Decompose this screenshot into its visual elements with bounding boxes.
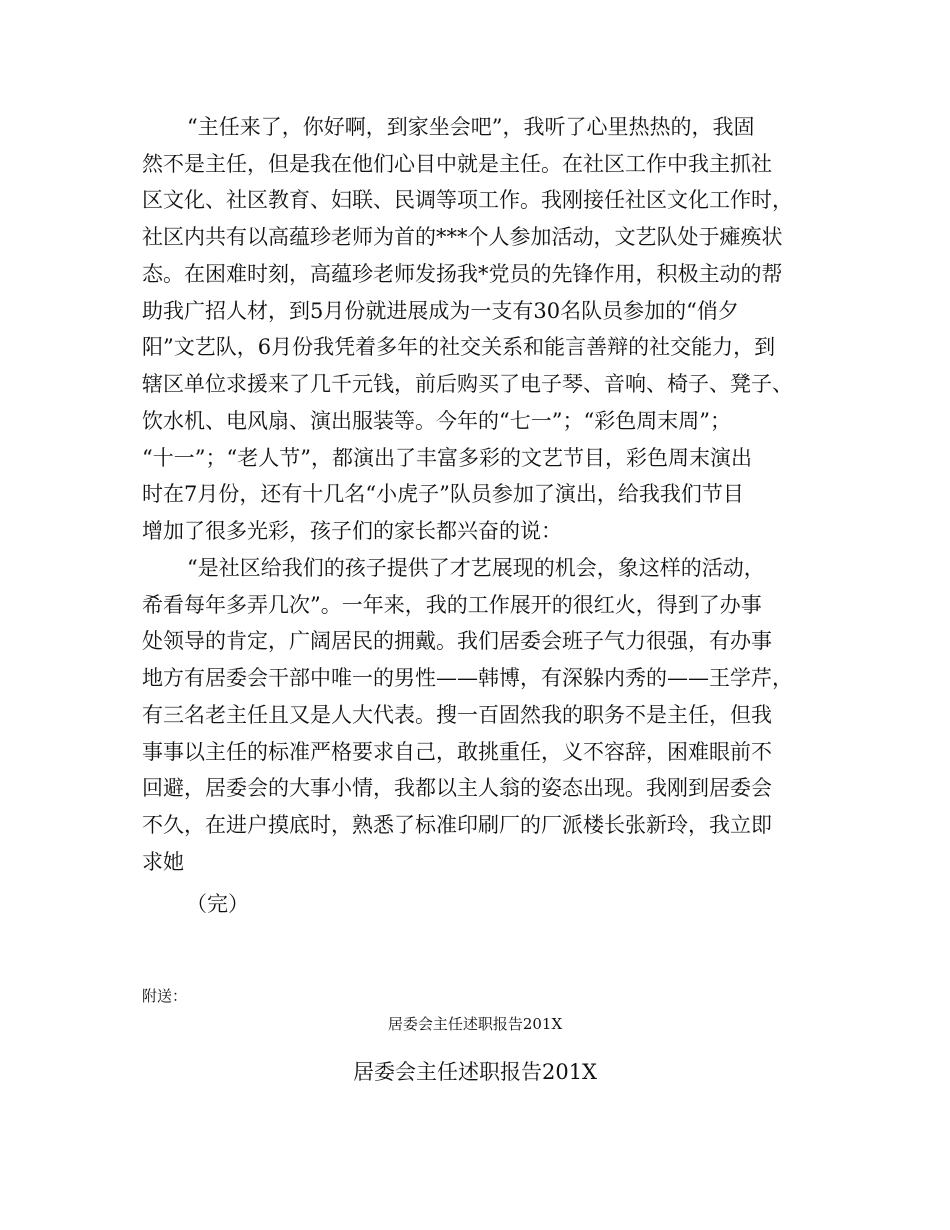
attachment-title: 居委会主任述职报告201X bbox=[352, 1060, 598, 1084]
paragraph-line: 回避，居委会的大事小情，我都以主人翁的姿态出现。我刚到居委会 bbox=[142, 776, 772, 800]
paragraph-line: 求她 bbox=[142, 850, 184, 874]
paragraph-line: 希看每年多弄几次”。一年来，我的工作展开的很红火，得到了办事 bbox=[142, 593, 762, 617]
paragraph-line: 阳”文艺队，6月份我凭着多年的社交关系和能言善辩的社交能力，到 bbox=[142, 335, 776, 359]
paragraph-line: 增加了很多光彩，孩子们的家长都兴奋的说： bbox=[142, 519, 562, 543]
paragraph-line: 区文化、社区教育、妇联、民调等项工作。我刚接任社区文化工作时， bbox=[142, 188, 793, 212]
paragraph-line: 辖区单位求援来了几千元钱，前后购买了电子琴、音响、椅子、凳子、 bbox=[142, 372, 793, 396]
paragraph-line: 处领导的肯定，广阔居民的拥戴。我们居委会班子气力很强，有办事 bbox=[142, 629, 772, 653]
paragraph-line: 社区内共有以高蕴珍老师为首的***个人参加活动，文艺队处于瘫痪状 bbox=[142, 225, 783, 249]
paragraph-line: 地方有居委会干部中唯一的男性——韩博，有深躲内秀的——王学芹， bbox=[142, 666, 793, 690]
paragraph-line: 然不是主任，但是我在他们心目中就是主任。在社区工作中我主抓社 bbox=[142, 152, 772, 176]
paragraph-line: 时在7月份，还有十几名“小虎子”队员参加了演出，给我我们节目 bbox=[142, 482, 744, 506]
paragraph-line: 事事以主任的标准严格要求自己，敢挑重任，义不容辞，困难眼前不 bbox=[142, 740, 772, 764]
paragraph-line: 不久，在进户摸底时，熟悉了标准印刷厂的厂派楼长张新玲，我立即 bbox=[142, 813, 772, 837]
paragraph-line: 有三名老主任且又是人大代表。搜一百固然我的职务不是主任，但我 bbox=[142, 703, 772, 727]
paragraph-line: “是社区给我们的孩子提供了才艺展现的机会，象这样的活动， bbox=[187, 556, 765, 580]
paragraph-line: “主任来了，你好啊，到家坐会吧”，我听了心里热热的，我固 bbox=[187, 115, 755, 139]
paragraph-line: 饮水机、电风扇、演出服装等。今年的“七一”；“彩色周末周”； bbox=[142, 409, 731, 433]
paragraph-line: 助我广招人材，到5月份就进展成为一支有30名队员参加的“俏夕 bbox=[142, 299, 739, 323]
end-mark: （完） bbox=[186, 892, 249, 916]
attachment-label: 附送： bbox=[142, 987, 188, 1005]
paragraph-line: “十一”；“老人节”，都演出了丰富多彩的文艺节目，彩色周末演出 bbox=[142, 446, 752, 470]
paragraph-line: 态。在困难时刻，高蕴珍老师发扬我*党员的先锋作用，积极主动的帮 bbox=[142, 262, 783, 286]
attachment-small-title: 居委会主任述职报告201X bbox=[387, 1015, 563, 1033]
